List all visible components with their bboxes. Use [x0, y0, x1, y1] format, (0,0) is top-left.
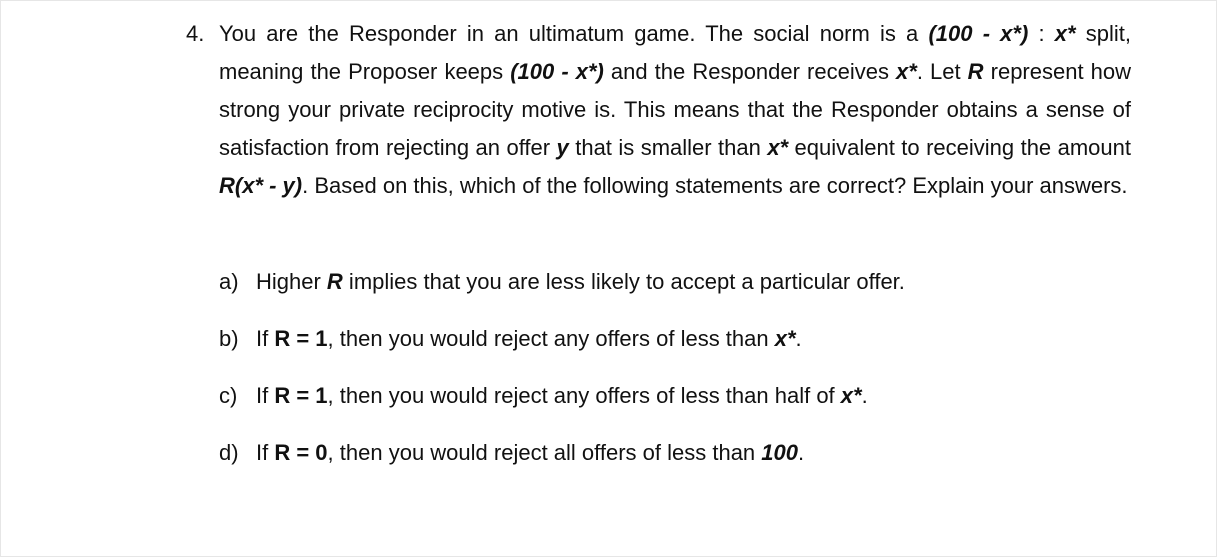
- option-segment-text: If: [256, 326, 275, 351]
- question-segment-emphasis: x*: [896, 59, 917, 84]
- option-segment-emphasis: R = 1: [274, 383, 328, 408]
- option-text: [256, 440, 804, 465]
- question-segment-emphasis: x*: [767, 135, 789, 160]
- option-segment-text: , then you would reject any offers of less than half of: [327, 383, 841, 408]
- option-a: [219, 263, 1119, 320]
- question-segment-emphasis: (100 - x*): [510, 59, 604, 84]
- option-text: [256, 269, 905, 294]
- question-segment-text: and the Responder receives: [603, 59, 897, 84]
- question-segment-text: :: [1028, 21, 1055, 46]
- option-segment-text: Higher: [256, 269, 327, 294]
- option-segment-emphasis: x*: [840, 383, 862, 408]
- option-text: [256, 326, 802, 351]
- option-segment-text: , then you would reject all offers of less than: [327, 440, 762, 465]
- option-segment-text: If: [256, 383, 275, 408]
- question-segment-emphasis: R(x* - y): [219, 173, 303, 198]
- option-segment-text: .: [798, 440, 805, 465]
- option-label: c): [219, 383, 238, 408]
- question-segment-emphasis: R: [967, 59, 984, 84]
- question-segment-text: . Let: [916, 59, 968, 84]
- question-number: 4.: [186, 21, 205, 46]
- question-segment-emphasis: (100 - x*): [928, 21, 1029, 46]
- option-text: [256, 383, 868, 408]
- question-segment-emphasis: y: [556, 135, 569, 160]
- question-segment-text: You are the Responder in an ultimatum game. The social norm is a: [219, 21, 929, 46]
- question-segment-emphasis: x*: [1054, 21, 1076, 46]
- option-segment-text: , then you would reject any offers of less than: [327, 326, 775, 351]
- option-label: a): [219, 269, 239, 294]
- question-block: [186, 15, 1131, 205]
- question-segment-text: equivalent to receiving the amount: [788, 135, 1131, 160]
- option-segment-text: If: [256, 440, 275, 465]
- question-segment-text: . Based on this, which of the following statements are correct? Explain your answers.: [302, 173, 1128, 198]
- question-text: [219, 15, 1131, 205]
- option-segment-emphasis: x*: [774, 326, 796, 351]
- question-segment-text: split, meaning the Proposer keeps: [219, 21, 1131, 84]
- question-segment-text: represent how strong your private reciprocity motive is. This means that the Responder obtains a sense of satisfaction from rejecting an offer: [219, 59, 1131, 160]
- option-b: [219, 320, 1119, 377]
- option-segment-emphasis: R = 0: [274, 440, 328, 465]
- option-c: [219, 377, 1119, 434]
- option-d: [219, 434, 1119, 491]
- option-segment-text: implies that you are less likely to accept a particular offer.: [342, 269, 905, 294]
- option-segment-emphasis: R = 1: [274, 326, 328, 351]
- question-segment-text: that is smaller than: [568, 135, 768, 160]
- option-segment-text: .: [795, 326, 802, 351]
- option-segment-emphasis: R: [326, 269, 343, 294]
- option-label: b): [219, 326, 239, 351]
- option-label: d): [219, 440, 239, 465]
- answer-options: [219, 263, 1119, 491]
- option-segment-text: .: [861, 383, 868, 408]
- option-segment-emphasis: 100: [761, 440, 798, 465]
